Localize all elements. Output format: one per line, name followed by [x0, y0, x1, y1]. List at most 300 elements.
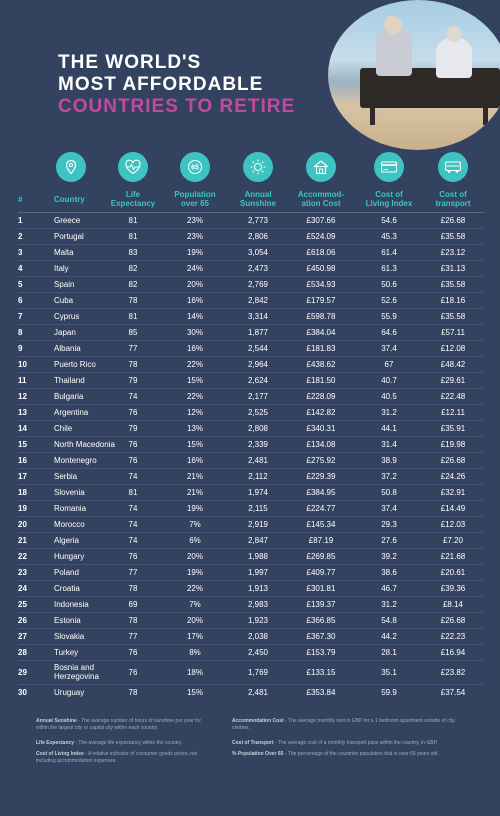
cell-cost-of-transport: £14.49 — [440, 503, 466, 513]
cell-population-over-65: 17% — [186, 631, 203, 641]
cell-accommodation-cost: £153.79 — [306, 647, 336, 657]
cell-rank: 16 — [18, 455, 27, 465]
cell-life-expectancy: 79 — [128, 423, 138, 433]
table-row — [0, 244, 500, 260]
cell-accommodation-cost: £367.30 — [306, 631, 336, 641]
cell-accommodation-cost: £450.98 — [306, 263, 336, 273]
cell-country: Serbia — [54, 471, 78, 481]
cell-annual-sunshine: 2,177 — [247, 391, 269, 401]
header-cost-of-living-index: Cost of Living Index — [365, 190, 413, 208]
cell-cost-of-transport: £22.48 — [440, 391, 466, 401]
table-row — [0, 260, 500, 276]
cell-cost-of-living-index: 38.9 — [381, 455, 397, 465]
cell-life-expectancy: 79 — [128, 375, 138, 385]
cell-annual-sunshine: 2,919 — [247, 519, 269, 529]
cell-population-over-65: 15% — [186, 687, 203, 697]
cell-cost-of-transport: £21.68 — [440, 551, 466, 561]
bench-leg — [483, 100, 488, 125]
cell-country: Bulgaria — [54, 391, 84, 401]
cell-cost-of-living-index: 61.4 — [381, 247, 397, 257]
cell-population-over-65: 16% — [186, 295, 203, 305]
cell-rank: 24 — [18, 583, 27, 593]
cell-cost-of-living-index: 40.5 — [381, 391, 397, 401]
cell-annual-sunshine: 2,773 — [247, 215, 269, 225]
header-country: Country — [54, 195, 85, 204]
cell-cost-of-transport: £32.91 — [440, 487, 466, 497]
cell-accommodation-cost: £275.92 — [306, 455, 336, 465]
cell-annual-sunshine: 1,913 — [247, 583, 269, 593]
cell-life-expectancy: 81 — [128, 215, 138, 225]
location-pin-icon — [56, 152, 86, 182]
man-head — [384, 16, 402, 34]
cell-population-over-65: 30% — [186, 327, 203, 337]
cell-life-expectancy: 76 — [128, 407, 138, 417]
cell-country: Algeria — [54, 535, 79, 545]
cell-cost-of-transport: £37.54 — [440, 687, 466, 697]
cell-population-over-65: 19% — [186, 247, 203, 257]
cell-population-over-65: 22% — [186, 359, 203, 369]
cell-annual-sunshine: 1,988 — [247, 551, 269, 561]
table-row — [0, 580, 500, 596]
table-row — [0, 452, 500, 468]
cell-rank: 18 — [18, 487, 27, 497]
cell-life-expectancy: 76 — [128, 647, 138, 657]
cell-annual-sunshine: 2,806 — [247, 231, 269, 241]
cell-country: Romania — [54, 503, 87, 513]
cell-life-expectancy: 83 — [128, 247, 138, 257]
header-annual-sunshine: Annual Sunshine — [239, 190, 276, 208]
cell-rank: 28 — [18, 647, 27, 657]
cell-cost-of-transport: £26.68 — [440, 455, 466, 465]
cell-cost-of-living-index: 50.8 — [381, 487, 397, 497]
cell-annual-sunshine: 2,525 — [247, 407, 269, 417]
cell-cost-of-transport: £22.23 — [440, 631, 466, 641]
cell-accommodation-cost: £301.81 — [306, 583, 336, 593]
cell-population-over-65: 12% — [186, 407, 203, 417]
cell-cost-of-living-index: 54.8 — [381, 615, 397, 625]
cell-population-over-65: 16% — [186, 455, 203, 465]
cell-cost-of-living-index: 52.6 — [381, 295, 397, 305]
header-accommodation-cost: Accommod- ation Cost — [297, 190, 345, 208]
cell-life-expectancy: 76 — [128, 455, 138, 465]
cell-country: Slovakia — [54, 631, 85, 641]
cell-accommodation-cost: £145.34 — [306, 519, 336, 529]
cell-cost-of-living-index: 37.4 — [381, 343, 397, 353]
cell-cost-of-living-index: 64.6 — [381, 327, 397, 337]
table-row — [0, 404, 500, 420]
cell-accommodation-cost: £598.78 — [306, 311, 336, 321]
cell-cost-of-transport: £57.11 — [441, 327, 465, 337]
woman-figure — [436, 38, 472, 78]
title-line-1: THE WORLD'S — [58, 52, 202, 73]
table-row — [0, 340, 500, 356]
cell-country: Argentina — [54, 407, 89, 417]
age-65-icon — [180, 152, 210, 182]
cell-cost-of-living-index: 38.6 — [381, 567, 397, 577]
cell-rank: 27 — [18, 631, 27, 641]
cell-population-over-65: 24% — [186, 263, 203, 273]
cell-population-over-65: 16% — [186, 343, 203, 353]
table-row — [0, 212, 500, 228]
cell-population-over-65: 20% — [186, 615, 203, 625]
header-life-expectancy: Life Expectancy — [110, 190, 156, 208]
cell-accommodation-cost: £534.93 — [306, 279, 336, 289]
cell-cost-of-transport: £29.61 — [440, 375, 466, 385]
cell-accommodation-cost: £142.82 — [306, 407, 336, 417]
cell-life-expectancy: 81 — [128, 231, 138, 241]
cell-annual-sunshine: 3,314 — [247, 311, 269, 321]
cell-accommodation-cost: £409.77 — [306, 567, 336, 577]
cell-life-expectancy: 77 — [128, 343, 138, 353]
cell-population-over-65: 14% — [186, 311, 203, 321]
cell-rank: 25 — [18, 599, 27, 609]
cell-accommodation-cost: £353.84 — [306, 687, 336, 697]
cell-country: Albania — [54, 343, 81, 353]
cell-rank: 5 — [18, 279, 23, 289]
footnote-life-expectancy: Life Expectancy - The average life expectancy within the country. — [36, 740, 183, 746]
table-row — [0, 228, 500, 244]
cell-population-over-65: 19% — [186, 503, 203, 513]
cell-cost-of-living-index: 54.6 — [381, 215, 397, 225]
cell-population-over-65: 19% — [186, 567, 203, 577]
cell-cost-of-transport: £35.58 — [440, 311, 466, 321]
cell-life-expectancy: 82 — [128, 279, 138, 289]
cell-population-over-65: 21% — [186, 487, 203, 497]
cell-cost-of-living-index: 45.3 — [381, 231, 397, 241]
cell-accommodation-cost: £269.85 — [306, 551, 336, 561]
cell-accommodation-cost: £228.09 — [306, 391, 336, 401]
table-row — [0, 684, 500, 700]
cell-country: Thailand — [54, 375, 85, 385]
table-row — [0, 324, 500, 340]
cell-rank: 9 — [18, 343, 23, 353]
sun-icon — [243, 152, 273, 182]
table-row — [0, 468, 500, 484]
heart-pulse-icon — [118, 152, 148, 182]
cell-rank: 13 — [18, 407, 27, 417]
cell-population-over-65: 23% — [186, 231, 203, 241]
cell-annual-sunshine: 2,847 — [247, 535, 269, 545]
cell-cost-of-living-index: 46.7 — [381, 583, 397, 593]
cell-cost-of-transport: £23.82 — [440, 667, 466, 677]
table-row — [0, 388, 500, 404]
table-header — [0, 188, 500, 212]
cell-rank: 2 — [18, 231, 23, 241]
cell-life-expectancy: 77 — [128, 567, 138, 577]
cell-country: Japan — [54, 327, 76, 337]
cell-life-expectancy: 69 — [128, 599, 138, 609]
cell-annual-sunshine: 2,769 — [247, 279, 269, 289]
cell-population-over-65: 15% — [186, 439, 203, 449]
cell-life-expectancy: 74 — [128, 519, 138, 529]
cell-rank: 29 — [18, 667, 27, 677]
cell-cost-of-transport: £26.68 — [440, 215, 466, 225]
cell-rank: 8 — [18, 327, 23, 337]
cell-annual-sunshine: 2,983 — [247, 599, 269, 609]
cell-cost-of-transport: £35.58 — [440, 231, 466, 241]
cell-cost-of-living-index: 59.9 — [381, 687, 397, 697]
cell-life-expectancy: 81 — [128, 487, 138, 497]
title-line-3: COUNTRIES TO RETIRE — [58, 96, 296, 117]
table-row — [0, 548, 500, 564]
cell-population-over-65: 20% — [186, 551, 203, 561]
cell-rank: 11 — [18, 375, 27, 385]
table-row — [0, 660, 500, 684]
cell-cost-of-living-index: 50.6 — [381, 279, 397, 289]
cell-annual-sunshine: 2,112 — [248, 471, 268, 481]
cell-annual-sunshine: 2,481 — [247, 455, 269, 465]
cell-cost-of-transport: £16.94 — [440, 647, 466, 657]
cell-annual-sunshine: 2,481 — [247, 687, 269, 697]
cell-country: Spain — [54, 279, 75, 289]
cell-accommodation-cost: £524.09 — [306, 231, 336, 241]
cell-life-expectancy: 78 — [128, 615, 138, 625]
footnote-accommodation-cost: Accommodation Cost - The average monthly rent in GBP for a 1 bedroom apartment outside of city centres. — [232, 718, 455, 731]
cell-cost-of-living-index: 31.2 — [381, 407, 397, 417]
cell-cost-of-living-index: 37.2 — [381, 471, 397, 481]
cell-annual-sunshine: 2,624 — [247, 375, 269, 385]
table-row — [0, 308, 500, 324]
cell-life-expectancy: 76 — [128, 439, 138, 449]
title-line-2: MOST AFFORDABLE — [58, 74, 264, 95]
cell-annual-sunshine: 2,450 — [247, 647, 269, 657]
cell-accommodation-cost: £179.57 — [306, 295, 336, 305]
cell-country: Uruguay — [54, 687, 85, 697]
table-row — [0, 372, 500, 388]
cell-accommodation-cost: £366.85 — [306, 615, 336, 625]
cell-rank: 3 — [18, 247, 23, 257]
table-row — [0, 612, 500, 628]
infographic-title — [58, 52, 295, 118]
cell-rank: 10 — [18, 359, 27, 369]
cell-cost-of-transport: £12.03 — [440, 519, 466, 529]
cell-population-over-65: 23% — [186, 215, 203, 225]
cell-cost-of-transport: £35.58 — [440, 279, 466, 289]
cell-annual-sunshine: 2,339 — [247, 439, 269, 449]
cell-annual-sunshine: 3,054 — [247, 247, 269, 257]
cell-country: Croatia — [54, 583, 80, 593]
table-row — [0, 276, 500, 292]
cell-cost-of-living-index: 67 — [384, 359, 394, 369]
cell-life-expectancy: 74 — [128, 535, 138, 545]
cell-cost-of-transport: £48.42 — [440, 359, 466, 369]
table-row — [0, 628, 500, 644]
bus-icon — [438, 152, 468, 182]
cell-life-expectancy: 74 — [128, 471, 138, 481]
cell-annual-sunshine: 2,115 — [248, 503, 268, 513]
cell-cost-of-transport: £26.68 — [440, 615, 466, 625]
cell-population-over-65: 22% — [186, 583, 203, 593]
cell-country: Poland — [54, 567, 79, 577]
cell-life-expectancy: 78 — [128, 295, 138, 305]
cell-cost-of-living-index: 55.9 — [381, 311, 397, 321]
woman-head — [446, 26, 462, 42]
cell-cost-of-transport: £8.14 — [442, 599, 464, 609]
cell-cost-of-living-index: 44.1 — [381, 423, 397, 433]
cell-cost-of-transport: £35.91 — [440, 423, 466, 433]
man-figure — [376, 28, 412, 76]
cell-country: Morocco — [54, 519, 85, 529]
cell-annual-sunshine: 2,964 — [247, 359, 269, 369]
cell-country: Estonia — [54, 615, 81, 625]
cell-accommodation-cost: £181.83 — [306, 343, 336, 353]
footnote-cost-of-transport: Cost of Transport - The average cost of a monthly transport pass within the country, in GBP. — [232, 740, 438, 746]
cell-life-expectancy: 78 — [128, 359, 138, 369]
cell-accommodation-cost: £340.31 — [306, 423, 336, 433]
cell-annual-sunshine: 1,974 — [247, 487, 269, 497]
cell-rank: 12 — [18, 391, 27, 401]
cell-annual-sunshine: 2,808 — [247, 423, 269, 433]
header-rank: # — [18, 195, 23, 204]
cell-life-expectancy: 78 — [128, 583, 138, 593]
footnote-cost-of-living-index: Cost of Living Index - A relative indicator of consumer goods prices, not including accommodation expenses. — [36, 751, 198, 764]
cell-population-over-65: 22% — [186, 391, 203, 401]
column-icons — [0, 152, 500, 188]
cell-country: Slovenia — [54, 487, 85, 497]
cell-annual-sunshine: 1,877 — [247, 327, 269, 337]
table-row — [0, 292, 500, 308]
cell-accommodation-cost: £384.04 — [306, 327, 336, 337]
cell-life-expectancy: 82 — [128, 263, 138, 273]
cell-rank: 15 — [18, 439, 27, 449]
cell-rank: 21 — [18, 535, 27, 545]
cell-country: Cuba — [54, 295, 74, 305]
cell-cost-of-living-index: 28.1 — [381, 647, 397, 657]
cell-rank: 6 — [18, 295, 23, 305]
cell-cost-of-living-index: 37.4 — [381, 503, 397, 513]
cell-life-expectancy: 74 — [128, 391, 138, 401]
cell-cost-of-transport: £18.16 — [440, 295, 466, 305]
cell-cost-of-living-index: 61.3 — [381, 263, 397, 273]
cell-country: Greece — [54, 215, 81, 225]
table-row — [0, 500, 500, 516]
cell-life-expectancy: 76 — [128, 551, 138, 561]
cell-cost-of-living-index: 29.3 — [381, 519, 397, 529]
cell-accommodation-cost: £87.19 — [308, 535, 334, 545]
cell-population-over-65: 7% — [189, 519, 201, 529]
retirees-photo — [328, 0, 500, 150]
table-row — [0, 644, 500, 660]
cell-accommodation-cost: £139.37 — [306, 599, 336, 609]
table-row — [0, 596, 500, 612]
cell-cost-of-transport: £19.98 — [440, 439, 466, 449]
cell-cost-of-living-index: 40.7 — [381, 375, 397, 385]
cell-rank: 7 — [18, 311, 23, 321]
bench-leg — [370, 100, 375, 125]
cell-country: Indonesia — [54, 599, 89, 609]
table-row — [0, 356, 500, 372]
cell-annual-sunshine: 2,038 — [247, 631, 269, 641]
cell-population-over-65: 21% — [186, 471, 203, 481]
cell-population-over-65: 13% — [186, 423, 203, 433]
cell-country: North Macedonia — [54, 439, 115, 449]
cell-population-over-65: 20% — [186, 279, 203, 289]
cell-accommodation-cost: £181.50 — [306, 375, 336, 385]
cell-annual-sunshine: 1,923 — [247, 615, 269, 625]
cell-cost-of-transport: £12.11 — [441, 407, 465, 417]
cell-rank: 26 — [18, 615, 27, 625]
cell-life-expectancy: 76 — [128, 667, 138, 677]
cell-cost-of-transport: £23.12 — [440, 247, 466, 257]
cell-accommodation-cost: £229.39 — [306, 471, 336, 481]
cell-annual-sunshine: 2,473 — [247, 263, 269, 273]
cell-cost-of-living-index: 31.2 — [381, 599, 397, 609]
cell-cost-of-living-index: 27.6 — [381, 535, 397, 545]
cell-life-expectancy: 85 — [128, 327, 138, 337]
cell-annual-sunshine: 1,769 — [247, 667, 269, 677]
header-cost-of-transport: Cost of transport — [435, 190, 471, 208]
cell-country: Montenegro — [54, 455, 97, 465]
cell-population-over-65: 8% — [189, 647, 201, 657]
cell-cost-of-transport: £7.20 — [442, 535, 464, 545]
cell-country: Malta — [54, 247, 74, 257]
cell-rank: 22 — [18, 551, 27, 561]
cell-country: Italy — [54, 263, 69, 273]
credit-card-icon — [374, 152, 404, 182]
cell-life-expectancy: 78 — [128, 687, 138, 697]
cell-life-expectancy: 74 — [128, 503, 138, 513]
cell-rank: 17 — [18, 471, 27, 481]
cell-cost-of-transport: £39.36 — [440, 583, 466, 593]
cell-cost-of-transport: £24.26 — [440, 471, 466, 481]
cell-rank: 30 — [18, 687, 27, 697]
cell-population-over-65: 7% — [189, 599, 201, 609]
cell-rank: 14 — [18, 423, 27, 433]
cell-accommodation-cost: £438.62 — [306, 359, 336, 369]
cell-rank: 4 — [18, 263, 23, 273]
cell-population-over-65: 15% — [186, 375, 203, 385]
cell-cost-of-living-index: 39.2 — [381, 551, 397, 561]
cell-accommodation-cost: £224.77 — [306, 503, 336, 513]
cell-life-expectancy: 77 — [128, 631, 138, 641]
footnote-population-over-65: % Population Over 65 - The percentage of the countries population that is over 65 years old. — [232, 751, 439, 757]
cell-cost-of-living-index: 35.1 — [381, 667, 397, 677]
table-row — [0, 484, 500, 500]
cell-cost-of-living-index: 44.2 — [381, 631, 397, 641]
cell-rank: 20 — [18, 519, 27, 529]
cell-accommodation-cost: £133.15 — [306, 667, 336, 677]
cell-country: Bosnia and Herzegovina — [54, 663, 99, 681]
cell-population-over-65: 18% — [186, 667, 203, 677]
table-row — [0, 420, 500, 436]
cell-accommodation-cost: £134.08 — [306, 439, 336, 449]
header-population-over-65: Population over 65 — [174, 190, 216, 208]
cell-country: Cyprus — [54, 311, 80, 321]
house-icon — [306, 152, 336, 182]
cell-accommodation-cost: £307.66 — [306, 215, 336, 225]
cell-life-expectancy: 81 — [128, 311, 138, 321]
cell-population-over-65: 6% — [189, 535, 201, 545]
cell-country: Chile — [54, 423, 73, 433]
svg-text:65: 65 — [191, 164, 199, 172]
cell-cost-of-transport: £31.13 — [440, 263, 466, 273]
cell-annual-sunshine: 1,997 — [247, 567, 269, 577]
cell-annual-sunshine: 2,842 — [247, 295, 269, 305]
cell-rank: 1 — [18, 215, 23, 225]
cell-cost-of-transport: £20.61 — [440, 567, 466, 577]
cell-rank: 19 — [18, 503, 27, 513]
cell-rank: 23 — [18, 567, 27, 577]
cell-annual-sunshine: 2,544 — [247, 343, 269, 353]
table-row — [0, 516, 500, 532]
cell-cost-of-living-index: 31.4 — [381, 439, 397, 449]
cell-accommodation-cost: £618.06 — [306, 247, 336, 257]
cell-country: Puerto Rico — [54, 359, 96, 369]
table-row — [0, 436, 500, 452]
footnote-annual-sunshine: Annual Sunshine - The average number of hours of sunshine per year for within the largest city or capital city within each country. — [36, 718, 201, 731]
cell-country: Portugal — [54, 231, 84, 241]
table-row — [0, 532, 500, 548]
